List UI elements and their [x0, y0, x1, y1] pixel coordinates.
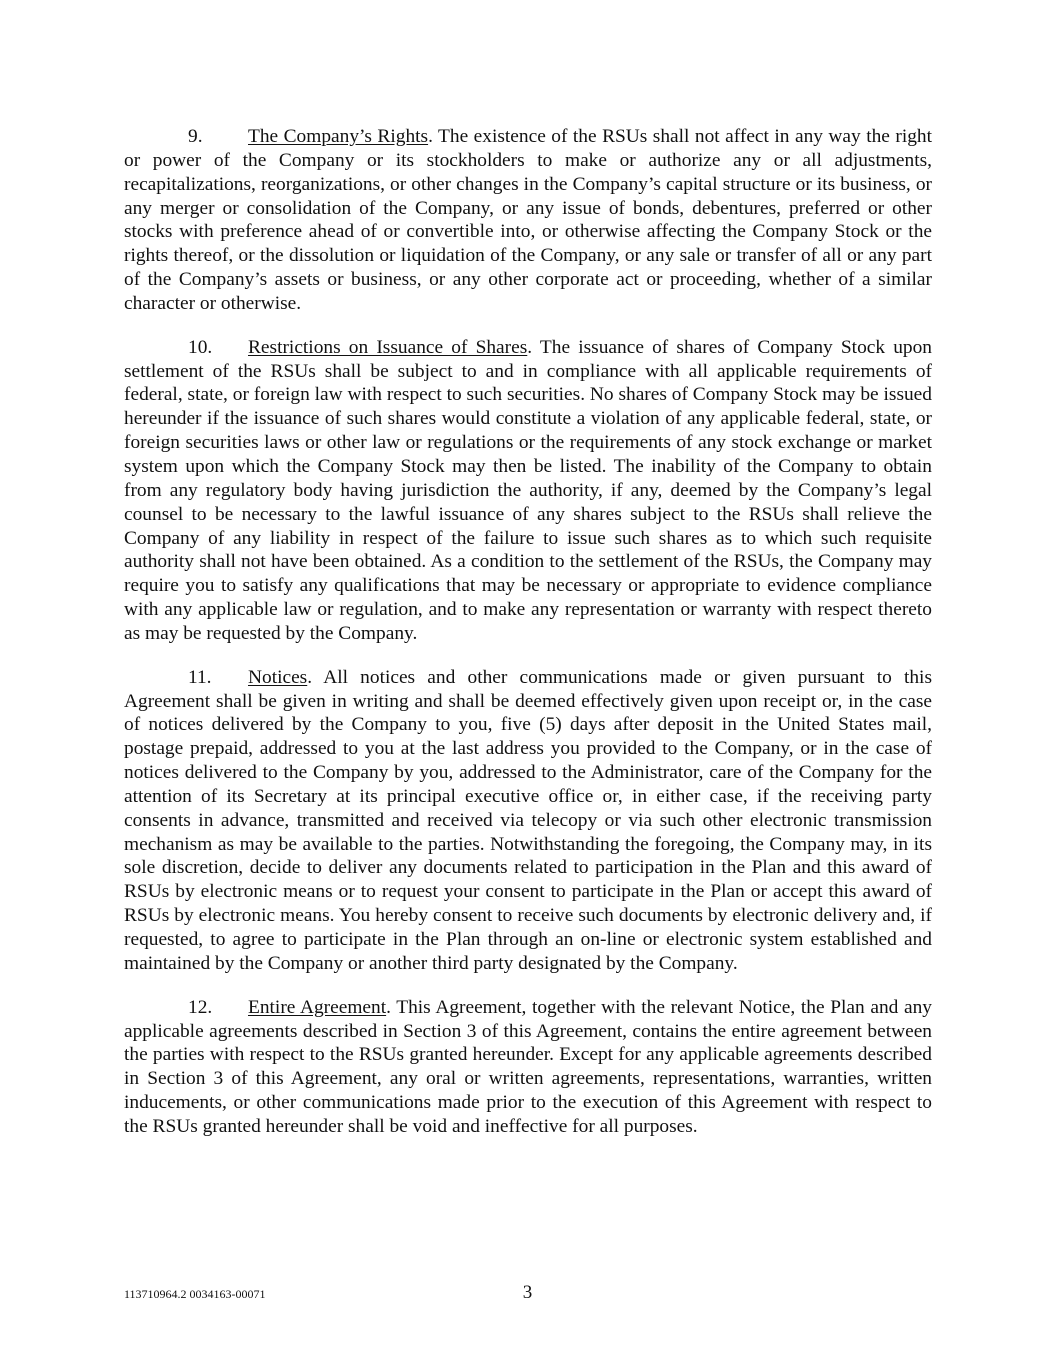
section-text: . All notices and other communications made or given pursuant to this Agreement shall be given in writing and shall be deemed effectively given upon receipt or, in the case of notices delivered by the Company to you, five (5) days after deposit in the United States mail, postage prepaid, addressed to you at the last address you provided to the Company, or in the case of notices delivered to the Company by you, addressed to the Administrator, care of the Company for the attention of its Secretary at its principal executive office or, in either case, if the receiving party consents in advance, transmitted and received via telecopy or via such other electronic transmission mechanism as may be available to the parties. Notwithstanding the foregoing, the Company may, in its sole discretion, decide to deliver any documents related to participation in the Plan and this award of RSUs by electronic means or to request your consent to participate in the Plan or accept this award of RSUs by electronic means. You hereby consent to receive such documents by electronic delivery and, if requested, to agree to participate in the Plan through an on-line or electronic system established and maintained by the Company or another third party designated by the Company. [124, 666, 932, 974]
section-12 [124, 996, 932, 1139]
section-heading: Notices [248, 666, 308, 688]
document-body [124, 125, 932, 1159]
section-text: . The existence of the RSUs shall not affect in any way the right or power of the Company or its stockholders to make or authorize any or all adjustments, recapitalizations, reorganizations, or other changes in the Company’s capital structure or its business, or any merger or consolidation of the Company, or any issue of bonds, debentures, preferred or other stocks with preference ahead of or convertible into, or otherwise affecting the Company Stock or the rights thereof, or the dissolution or liquidation of the Company, or any sale or transfer of all or any part of the Company’s assets or business, or any other corporate act or proceeding, whether of a similar character or otherwise. [124, 126, 932, 314]
section-heading: The Company’s Rights [248, 126, 429, 147]
section-9 [124, 125, 932, 316]
section-number: 10. [188, 336, 213, 358]
section-number: 9. [188, 126, 203, 147]
section-number: 11. [188, 666, 212, 688]
section-text: . This Agreement, together with the relevant Notice, the Plan and any applicable agreements described in Section 3 of this Agreement, contains the entire agreement between the parties with respect to the RSUs granted hereunder. Except for any applicable agreements described in Section 3 of this Agreement, any oral or written agreements, representations, warranties, written inducements, or other communications made prior to the execution of this Agreement with respect to the RSUs granted hereunder shall be void and ineffective for all purposes. [124, 996, 932, 1137]
section-heading: Entire Agreement [248, 996, 387, 1018]
section-heading: Restrictions on Issuance of Shares [248, 336, 528, 358]
footer-document-id: 113710964.2 0034163-00071 [124, 1287, 266, 1301]
section-10 [124, 336, 932, 646]
section-11 [124, 666, 932, 976]
section-number: 12. [188, 996, 213, 1018]
page-number: 3 [522, 1282, 533, 1303]
section-text: . The issuance of shares of Company Stock upon settlement of the RSUs shall be subject to and in compliance with all applicable requirements of federal, state, or foreign law with respect to such securities. No shares of Company Stock may be issued hereunder if the issuance of such shares would constitute a violation of any applicable federal, state, or foreign securities laws or other law or regulations or the requirements of any stock exchange or market system upon which the Company Stock may then be listed. The inability of the Company to obtain from any regulatory body having jurisdiction the authority, if any, deemed by the Company’s legal counsel to be necessary to the lawful issuance of any shares subject to the RSUs shall relieve the Company of any liability in respect of the failure to issue such shares as to which such requisite authority shall not have been obtained. As a condition to the settlement of the RSUs, the Company may require you to satisfy any qualifications that may be necessary or appropriate to evidence compliance with any applicable law or regulation, and to make any representation or warranty with respect thereto as may be requested by the Company. [124, 336, 933, 644]
